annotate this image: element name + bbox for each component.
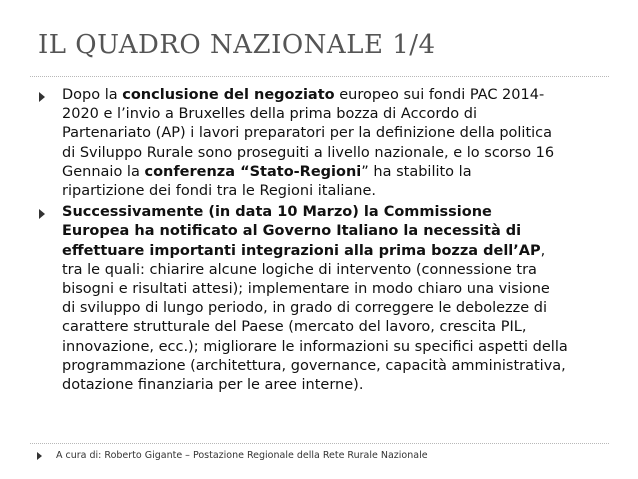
footer-divider (30, 443, 609, 444)
text-line (62, 318, 610, 337)
text-line (62, 261, 610, 280)
text-line (62, 299, 610, 318)
text-run: europeo sui fondi PAC 2014- (334, 87, 545, 103)
text-line (62, 86, 610, 105)
bold-text-run: conferenza “Stato-Regioni (144, 163, 362, 180)
bold-text-run: Successivamente (in data 10 Marzo) la Commissione (62, 204, 492, 221)
text-line (62, 124, 610, 143)
bullet-arrow-icon (39, 92, 45, 102)
text-run: tra le quali: chiarire alcune logiche di intervento (connessione tra (62, 261, 537, 278)
text-run: carattere strutturale del Paese (mercato del lavoro, crescita PIL, (62, 319, 527, 336)
bullet-text (62, 86, 610, 201)
bold-text-run: Europea ha notificato al Governo Italiano la necessità di (62, 223, 522, 240)
bullet-item (36, 203, 610, 395)
text-run: ” ha stabilito la (361, 163, 472, 180)
slide-body (36, 86, 610, 397)
text-line (62, 357, 610, 376)
text-line (62, 280, 610, 299)
text-run: 2020 e l’invio a Bruxelles della prima bozza di Accordo di (62, 106, 478, 123)
text-run: dotazione finanziaria per le aree interne). (62, 377, 364, 394)
text-line (62, 242, 610, 261)
text-run: bisogni e risultati attesi); implementare in modo chiaro una visione (62, 281, 550, 298)
bullet-arrow-icon (39, 209, 45, 219)
text-line (62, 163, 610, 182)
text-line (62, 222, 610, 241)
text-line (62, 182, 610, 201)
text-line (62, 203, 610, 222)
text-line (62, 376, 610, 395)
bold-text-run: effettuare importanti integrazioni alla prima bozza dell’AP (62, 242, 541, 259)
footer-arrow-icon (37, 452, 42, 460)
text-run: ripartizione dei fondi tra le Regioni italiane. (62, 183, 376, 200)
bullet-text (62, 203, 610, 395)
text-run: Dopo la (62, 87, 123, 103)
text-run: di sviluppo di lungo periodo, in grado di correggere le debolezze di (62, 300, 548, 317)
text-run: Partenariato (AP) i lavori preparatori per la definizione della politica (62, 125, 553, 142)
text-run: programmazione (architettura, governance, capacità amministrativa, (62, 357, 566, 374)
bullet-item (36, 86, 610, 201)
text-run: innovazione, ecc.); migliorare le informazioni su specifici aspetti della (62, 338, 568, 355)
text-line (62, 144, 610, 163)
title-divider (30, 76, 609, 77)
text-run: , (540, 242, 546, 259)
bold-text-run: conclusione del negoziato (122, 87, 335, 103)
footer-credit: A cura di: Roberto Gigante – Postazione Regionale della Rete Rurale Nazionale (56, 450, 428, 461)
text-run: di Sviluppo Rurale sono proseguiti a livello nazionale, e lo scorso 16 (62, 144, 555, 161)
slide-title: IL QUADRO NAZIONALE 1/4 (38, 30, 436, 60)
text-line (62, 338, 610, 357)
text-run: Gennaio la (62, 163, 145, 180)
text-line (62, 105, 610, 124)
